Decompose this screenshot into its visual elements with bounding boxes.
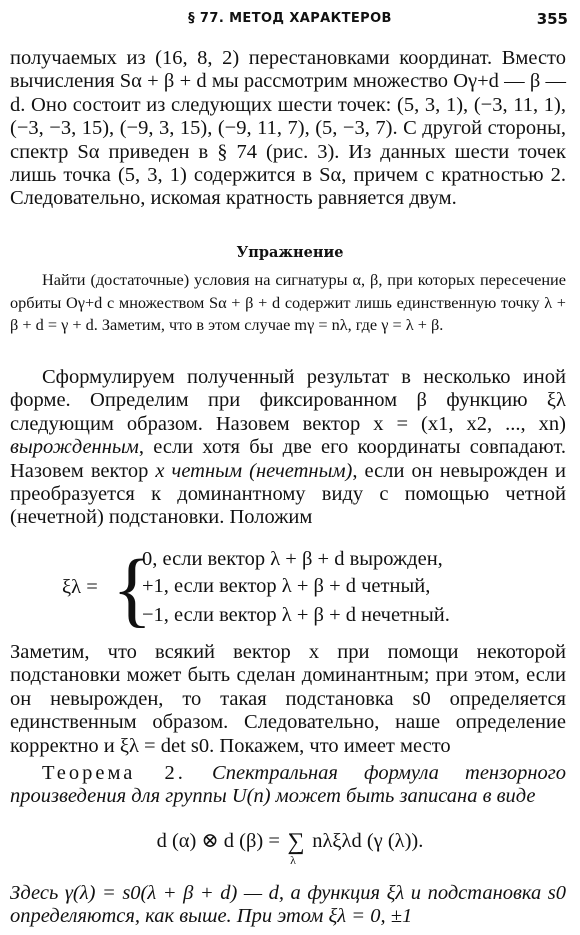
paragraph-2-part-2: , если хотя бы две его координаты совпадают. Назовем вектор — [10, 436, 566, 482]
page-header — [0, 10, 580, 32]
paragraph-3-block — [10, 641, 566, 758]
exercise-text: Найти (достаточные) условия на сигнатуры α, β, при которых пересечение орбиты Oγ+d с множеством Sα + β + d содержит лишь единственную точку λ + β + d = γ + d. Заметим, что в этом случае mγ = nλ, где γ = λ + β. — [10, 270, 566, 335]
formula-case-odd: −1, если вектор λ + β + d нечетный. — [142, 604, 450, 626]
paragraph-3: Заметим, что всякий вектор x при помощи некоторой подстановки может быть сделан доминантным; при этом, если он невырожден, то такая подстановка s0 определяется единственным образом. Следовательно, наше определение корректно и ξλ = det s0. Покажем, что имеет место — [10, 641, 566, 757]
formula-case-even: +1, если вектор λ + β + d четный, — [142, 575, 431, 597]
spectral-formula-rhs: nλξλd (γ (λ)). — [312, 830, 424, 852]
running-head: § 77. МЕТОД ХАРАКТЕРОВ — [188, 11, 392, 26]
theorem-label: Теорема 2. — [42, 762, 186, 784]
theorem-text: Спектральная формула тензорного произведения для группы U(n) может быть записана в виде — [10, 762, 567, 808]
paragraph-2-part-1: Сформулируем полученный результат в несколько иной форме. Определим при фиксированном β функцию ξλ следующим образом. Назовем вектор x = (x1, x2, ..., xn) — [10, 366, 566, 435]
paragraph-2-block — [10, 366, 566, 530]
sum-operator — [285, 828, 307, 867]
last-paragraph-block — [10, 882, 566, 929]
formula-case-degenerate: 0, если вектор λ + β + d вырожден, — [142, 548, 443, 570]
paragraph-1: получаемых из (16, 8, 2) перестановками координат. Вместо вычисления Sα + β + d мы рассмотрим множество Oγ+d — β — d. Оно состоит из следующих шести точек: (5, 3, 1), (−3, 11, 1), (−3, −3, 15), (−9, 3, 15), (−9, 11, 7), (5, −3, 7). С другой стороны, спектр Sα приведен в § 74 (рис. 3). Из данных шести точек лишь точка (5, 3, 1) содержится в Sα, причем с кратностью 2. Следовательно, искомая кратность равняется двум. — [10, 47, 566, 210]
paragraph-2-part-3: , если он невырожден и преобразуется к доминантному виду с помощью четной (нечетной) подстановки. Положим — [10, 459, 566, 529]
formula-brace: { — [112, 543, 153, 636]
theorem — [10, 762, 566, 809]
sum-index: λ — [290, 852, 296, 867]
term-even-odd: x четным (нечетным) — [155, 459, 353, 482]
exercise-block — [10, 269, 566, 337]
formula-lhs: ξλ = — [62, 576, 98, 598]
last-paragraph: Здесь γ(λ) = s0(λ + β + d) — d, а функция ξλ и подстановка s0 определяются, как выше. При этом ξλ = 0, ±1 — [10, 882, 566, 928]
page-number: 355 — [536, 10, 568, 28]
xi-definition-formula — [62, 543, 532, 636]
paragraph-2 — [10, 366, 566, 530]
exercise-heading: Упражнение — [236, 244, 344, 261]
theorem-block — [10, 762, 566, 809]
sum-symbol: ∑ — [287, 828, 305, 855]
term-degenerate: вырожденным — [10, 436, 139, 459]
paragraph-1-block — [10, 47, 566, 211]
spectral-formula — [0, 828, 580, 867]
spectral-formula-lhs: d (α) ⊗ d (β) = — [156, 830, 280, 852]
